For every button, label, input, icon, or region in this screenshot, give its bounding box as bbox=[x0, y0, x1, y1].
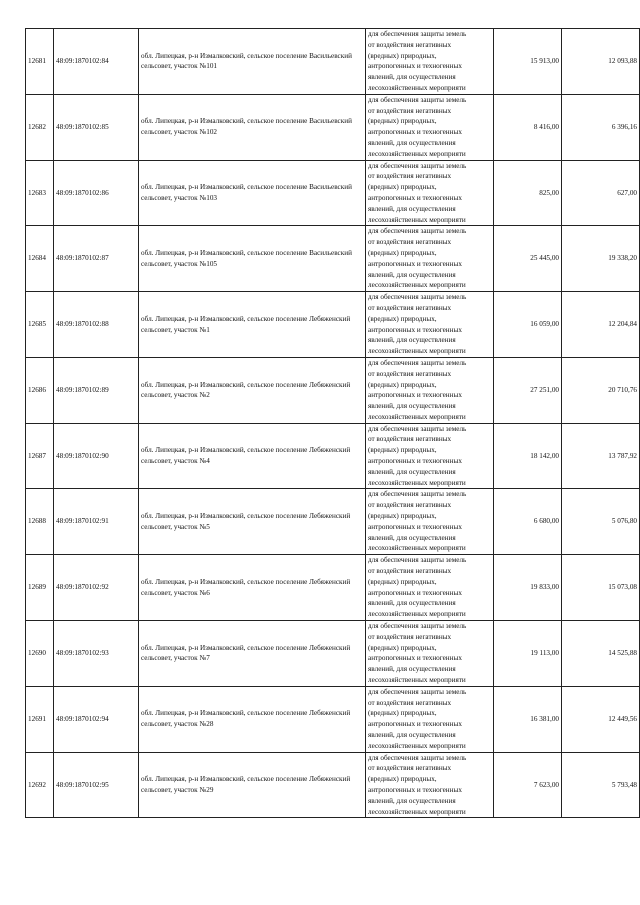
value-secondary: 6 396,16 bbox=[562, 94, 640, 160]
row-number: 12681 bbox=[26, 29, 54, 95]
value-primary: 8 416,00 bbox=[494, 94, 562, 160]
plot-address: обл. Липецкая, р-н Измалковский, сельское поселение Лебяженский сельсовет, участок №4 bbox=[139, 423, 366, 489]
value-primary: 18 142,00 bbox=[494, 423, 562, 489]
plot-purpose: для обеспечения защиты земель от воздействия негативных (вредных) природных, антропогенных и техногенных явлений, для осуществления лесохозяйственных мероприяти bbox=[366, 489, 494, 555]
value-primary: 15 913,00 bbox=[494, 29, 562, 95]
row-number: 12687 bbox=[26, 423, 54, 489]
row-number: 12682 bbox=[26, 94, 54, 160]
table-row bbox=[26, 555, 640, 621]
cadastral-number: 48:09:1870102:87 bbox=[54, 226, 139, 292]
table-row bbox=[26, 489, 640, 555]
value-primary: 16 059,00 bbox=[494, 292, 562, 358]
value-primary: 6 680,00 bbox=[494, 489, 562, 555]
plot-purpose: для обеспечения защиты земель от воздействия негативных (вредных) природных, антропогенных и техногенных явлений, для осуществления лесохозяйственных мероприяти bbox=[366, 555, 494, 621]
row-number: 12692 bbox=[26, 752, 54, 818]
plot-purpose: для обеспечения защиты земель от воздействия негативных (вредных) природных, антропогенных и техногенных явлений, для осуществления лесохозяйственных мероприяти bbox=[366, 357, 494, 423]
cadastral-number: 48:09:1870102:91 bbox=[54, 489, 139, 555]
plot-address: обл. Липецкая, р-н Измалковский, сельское поселение Васильевский сельсовет, участок №102 bbox=[139, 94, 366, 160]
table-row bbox=[26, 752, 640, 818]
cadastral-number: 48:09:1870102:92 bbox=[54, 555, 139, 621]
value-primary: 19 113,00 bbox=[494, 621, 562, 687]
value-secondary: 15 073,08 bbox=[562, 555, 640, 621]
value-secondary: 13 787,92 bbox=[562, 423, 640, 489]
row-number: 12683 bbox=[26, 160, 54, 226]
plot-address: обл. Липецкая, р-н Измалковский, сельское поселение Лебяженский сельсовет, участок №7 bbox=[139, 621, 366, 687]
plot-purpose: для обеспечения защиты земель от воздействия негативных (вредных) природных, антропогенных и техногенных явлений, для осуществления лесохозяйственных мероприяти bbox=[366, 226, 494, 292]
cadastral-number: 48:09:1870102:86 bbox=[54, 160, 139, 226]
value-primary: 27 251,00 bbox=[494, 357, 562, 423]
table-row bbox=[26, 29, 640, 95]
table-row bbox=[26, 292, 640, 358]
plot-address: обл. Липецкая, р-н Измалковский, сельское поселение Васильевский сельсовет, участок №103 bbox=[139, 160, 366, 226]
value-primary: 19 833,00 bbox=[494, 555, 562, 621]
plot-purpose: для обеспечения защиты земель от воздействия негативных (вредных) природных, антропогенных и техногенных явлений, для осуществления лесохозяйственных мероприяти bbox=[366, 752, 494, 818]
row-number: 12688 bbox=[26, 489, 54, 555]
plot-purpose: для обеспечения защиты земель от воздействия негативных (вредных) природных, антропогенных и техногенных явлений, для осуществления лесохозяйственных мероприяти bbox=[366, 160, 494, 226]
cadastral-number: 48:09:1870102:89 bbox=[54, 357, 139, 423]
plot-address: обл. Липецкая, р-н Измалковский, сельское поселение Лебяженский сельсовет, участок №6 bbox=[139, 555, 366, 621]
plot-address: обл. Липецкая, р-н Измалковский, сельское поселение Лебяженский сельсовет, участок №5 bbox=[139, 489, 366, 555]
land-plots-table bbox=[25, 28, 640, 818]
cadastral-number: 48:09:1870102:94 bbox=[54, 686, 139, 752]
plot-address: обл. Липецкая, р-н Измалковский, сельское поселение Лебяженский сельсовет, участок №29 bbox=[139, 752, 366, 818]
value-secondary: 5 076,80 bbox=[562, 489, 640, 555]
plot-purpose: для обеспечения защиты земель от воздействия негативных (вредных) природных, антропогенных и техногенных явлений, для осуществления лесохозяйственных мероприяти bbox=[366, 423, 494, 489]
row-number: 12686 bbox=[26, 357, 54, 423]
row-number: 12689 bbox=[26, 555, 54, 621]
table-row bbox=[26, 160, 640, 226]
table-row bbox=[26, 226, 640, 292]
value-secondary: 12 204,84 bbox=[562, 292, 640, 358]
row-number: 12684 bbox=[26, 226, 54, 292]
plot-address: обл. Липецкая, р-н Измалковский, сельское поселение Лебяженский сельсовет, участок №2 bbox=[139, 357, 366, 423]
plot-address: обл. Липецкая, р-н Измалковский, сельское поселение Лебяженский сельсовет, участок №28 bbox=[139, 686, 366, 752]
table-row bbox=[26, 94, 640, 160]
cadastral-number: 48:09:1870102:85 bbox=[54, 94, 139, 160]
value-secondary: 12 449,56 bbox=[562, 686, 640, 752]
row-number: 12691 bbox=[26, 686, 54, 752]
table-row bbox=[26, 423, 640, 489]
cadastral-number: 48:09:1870102:90 bbox=[54, 423, 139, 489]
plot-address: обл. Липецкая, р-н Измалковский, сельское поселение Васильевский сельсовет, участок №105 bbox=[139, 226, 366, 292]
value-secondary: 20 710,76 bbox=[562, 357, 640, 423]
plot-purpose: для обеспечения защиты земель от воздействия негативных (вредных) природных, антропогенных и техногенных явлений, для осуществления лесохозяйственных мероприяти bbox=[366, 292, 494, 358]
table-row bbox=[26, 621, 640, 687]
value-primary: 16 381,00 bbox=[494, 686, 562, 752]
row-number: 12690 bbox=[26, 621, 54, 687]
value-primary: 7 623,00 bbox=[494, 752, 562, 818]
value-secondary: 5 793,48 bbox=[562, 752, 640, 818]
table-row bbox=[26, 686, 640, 752]
plot-purpose: для обеспечения защиты земель от воздействия негативных (вредных) природных, антропогенных и техногенных явлений, для осуществления лесохозяйственных мероприяти bbox=[366, 94, 494, 160]
value-primary: 825,00 bbox=[494, 160, 562, 226]
value-secondary: 14 525,88 bbox=[562, 621, 640, 687]
plot-address: обл. Липецкая, р-н Измалковский, сельское поселение Васильевский сельсовет, участок №101 bbox=[139, 29, 366, 95]
cadastral-number: 48:09:1870102:84 bbox=[54, 29, 139, 95]
value-secondary: 12 093,88 bbox=[562, 29, 640, 95]
plot-purpose: для обеспечения защиты земель от воздействия негативных (вредных) природных, антропогенных и техногенных явлений, для осуществления лесохозяйственных мероприяти bbox=[366, 621, 494, 687]
plot-purpose: для обеспечения защиты земель от воздействия негативных (вредных) природных, антропогенных и техногенных явлений, для осуществления лесохозяйственных мероприяти bbox=[366, 686, 494, 752]
cadastral-number: 48:09:1870102:93 bbox=[54, 621, 139, 687]
value-primary: 25 445,00 bbox=[494, 226, 562, 292]
value-secondary: 627,00 bbox=[562, 160, 640, 226]
value-secondary: 19 338,20 bbox=[562, 226, 640, 292]
table-row bbox=[26, 357, 640, 423]
cadastral-number: 48:09:1870102:88 bbox=[54, 292, 139, 358]
cadastral-number: 48:09:1870102:95 bbox=[54, 752, 139, 818]
plot-purpose: для обеспечения защиты земель от воздействия негативных (вредных) природных, антропогенных и техногенных явлений, для осуществления лесохозяйственных мероприяти bbox=[366, 29, 494, 95]
row-number: 12685 bbox=[26, 292, 54, 358]
plot-address: обл. Липецкая, р-н Измалковский, сельское поселение Лебяженский сельсовет, участок №1 bbox=[139, 292, 366, 358]
